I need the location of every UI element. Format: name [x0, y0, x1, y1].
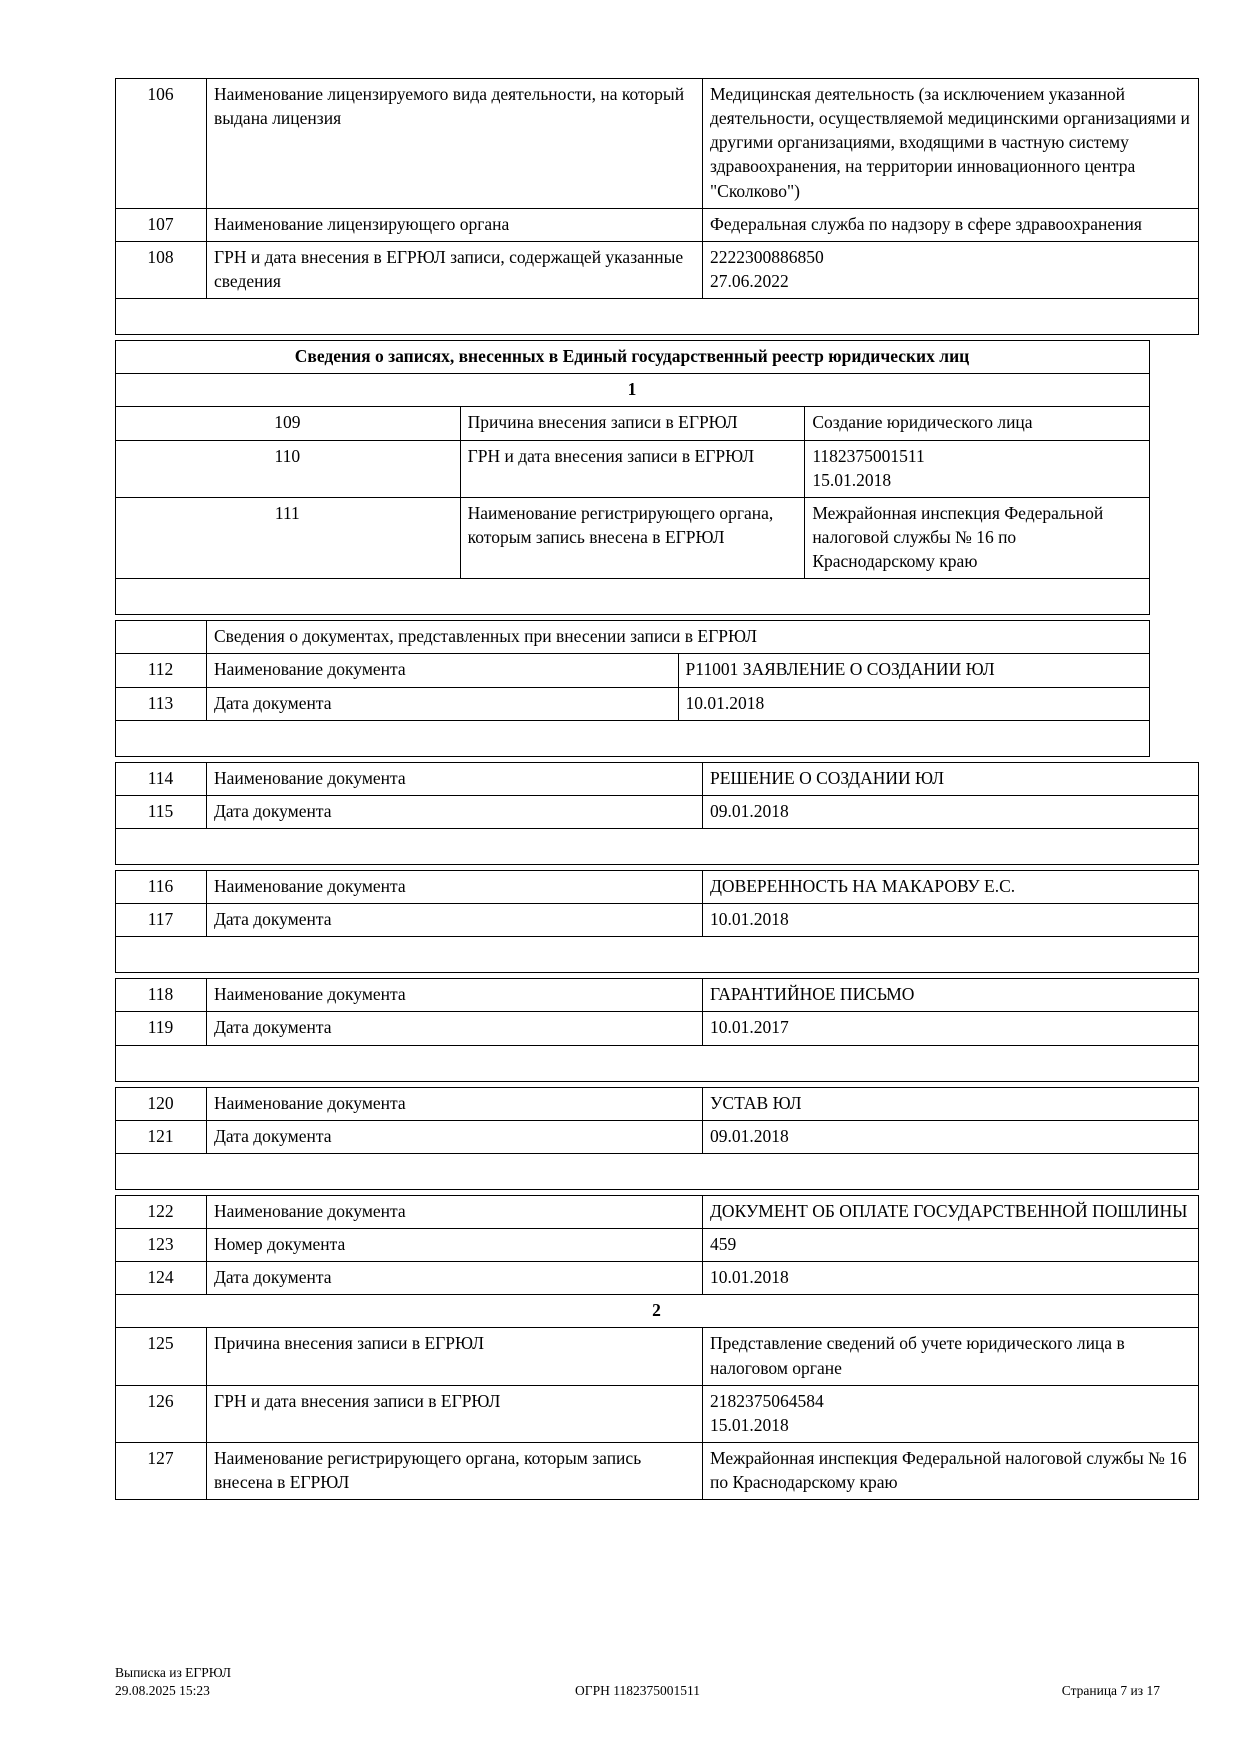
row-number-cell: 115 — [116, 795, 207, 828]
row-value-cell: Представление сведений об учете юридического лица в налоговом органе — [703, 1328, 1199, 1385]
row-value-cell: 10.01.2017 — [703, 1012, 1199, 1045]
row-label-cell: Наименование лицензирующего органа — [207, 208, 703, 241]
row-value-cell: ДОКУМЕНТ ОБ ОПЛАТЕ ГОСУДАРСТВЕННОЙ ПОШЛИНЫ — [703, 1195, 1199, 1228]
row-number-cell: 114 — [116, 762, 207, 795]
row-number-cell: 112 — [116, 654, 207, 687]
table-row — [116, 440, 1150, 497]
row-value-cell: 459 — [703, 1228, 1199, 1261]
footer-doc-type: Выписка из ЕГРЮЛ — [115, 1665, 232, 1680]
row-label-cell: ГРН и дата внесения в ЕГРЮЛ записи, содержащей указанные сведения — [207, 241, 703, 298]
row-label-cell: Причина внесения записи в ЕГРЮЛ — [207, 1328, 703, 1385]
row-label-cell: Наименование документа — [207, 1195, 703, 1228]
row-number-cell: 110 — [116, 440, 461, 497]
documents-table — [115, 620, 1150, 756]
record-2-table — [115, 1195, 1199, 1500]
table-row — [116, 1385, 1199, 1442]
documents-subheader-row — [116, 621, 1150, 654]
row-number-cell: 126 — [116, 1385, 207, 1442]
row-label-cell: Наименование лицензируемого вида деятельности, на который выдана лицензия — [207, 79, 703, 209]
footer — [115, 1664, 1160, 1700]
record-number: 1 — [116, 374, 1150, 407]
section-header: Сведения о записях, внесенных в Единый государственный реестр юридических лиц — [116, 341, 1150, 374]
row-value-cell: 10.01.2018 — [678, 687, 1150, 720]
row-label-cell: Дата документа — [207, 1120, 703, 1153]
grn-value: 2182375064584 — [710, 1390, 824, 1411]
table-row — [116, 1087, 1199, 1120]
row-number-cell: 111 — [116, 497, 461, 578]
row-number-cell: 108 — [116, 241, 207, 298]
grn-value: 1182375001511 — [812, 445, 925, 466]
row-value-cell — [805, 440, 1150, 497]
row-label-cell: Наименование документа — [207, 870, 703, 903]
row-number-cell: 109 — [116, 407, 461, 440]
row-label-cell: Дата документа — [207, 1012, 703, 1045]
row-number-cell: 127 — [116, 1442, 207, 1499]
row-number-cell: 125 — [116, 1328, 207, 1385]
row-value-cell: РЕШЕНИЕ О СОЗДАНИИ ЮЛ — [703, 762, 1199, 795]
table-row — [116, 1442, 1199, 1499]
row-value-cell: ДОВЕРЕННОСТЬ НА МАКАРОВУ Е.С. — [703, 870, 1199, 903]
table-row — [116, 1228, 1199, 1261]
spacer-row — [116, 579, 1150, 615]
table-row — [116, 497, 1150, 578]
row-value-cell: Федеральная служба по надзору в сфере здравоохранения — [703, 208, 1199, 241]
record-number: 2 — [116, 1295, 1199, 1328]
table-row — [116, 1120, 1199, 1153]
spacer-row — [116, 299, 1199, 335]
documents-table — [115, 1087, 1199, 1190]
row-number-cell: 121 — [116, 1120, 207, 1153]
row-label-cell: Наименование документа — [207, 654, 679, 687]
row-number-cell: 119 — [116, 1012, 207, 1045]
table-row — [116, 1012, 1199, 1045]
table-row — [116, 79, 1199, 209]
table-row — [116, 241, 1199, 298]
spacer-cell — [116, 828, 1199, 864]
date-value: 15.01.2018 — [812, 469, 892, 490]
row-label-cell: Дата документа — [207, 1262, 703, 1295]
spacer-cell — [116, 1045, 1199, 1081]
table-row — [116, 1195, 1199, 1228]
row-label-cell: Наименование документа — [207, 1087, 703, 1120]
footer-ogrn: ОГРН 1182375001511 — [575, 1683, 700, 1699]
spacer-cell — [116, 299, 1199, 335]
row-value-cell — [703, 1385, 1199, 1442]
row-label-cell: Наименование регистрирующего органа, которым запись внесена в ЕГРЮЛ — [207, 1442, 703, 1499]
row-value-cell: Межрайонная инспекция Федеральной налоговой службы № 16 по Краснодарскому краю — [703, 1442, 1199, 1499]
spacer-row — [116, 828, 1199, 864]
grn-value: 2222300886850 — [710, 246, 824, 267]
spacer-row — [116, 1153, 1199, 1189]
row-number-cell: 116 — [116, 870, 207, 903]
row-number-cell: 113 — [116, 687, 207, 720]
row-value-cell: Создание юридического лица — [805, 407, 1150, 440]
table-row — [116, 979, 1199, 1012]
row-value-cell: 09.01.2018 — [703, 1120, 1199, 1153]
row-value-cell: Медицинская деятельность (за исключением указанной деятельности, осуществляемой медицинскими организациями и другими организациями, входящими в частную систему здравоохранения, на территории инновационного центра "Сколково") — [703, 79, 1199, 209]
date-value: 15.01.2018 — [710, 1414, 789, 1435]
row-value-cell: 10.01.2018 — [703, 904, 1199, 937]
spacer-cell — [116, 579, 1150, 615]
footer-page-number: Страница 7 из 17 — [1061, 1683, 1160, 1699]
row-value-cell — [703, 241, 1199, 298]
row-label-cell: ГРН и дата внесения записи в ЕГРЮЛ — [460, 440, 805, 497]
empty-number-cell — [116, 621, 207, 654]
table-row — [116, 795, 1199, 828]
spacer-row — [116, 1045, 1199, 1081]
row-number-cell: 120 — [116, 1087, 207, 1120]
row-label-cell: Дата документа — [207, 795, 703, 828]
documents-subheader: Сведения о документах, представленных при внесении записи в ЕГРЮЛ — [207, 621, 1150, 654]
footer-left — [115, 1664, 463, 1700]
record-number-row — [116, 1295, 1199, 1328]
row-label-cell: Наименование документа — [207, 762, 703, 795]
row-value-cell: 09.01.2018 — [703, 795, 1199, 828]
spacer-cell — [116, 1153, 1199, 1189]
table-row — [116, 870, 1199, 903]
table-row — [116, 407, 1150, 440]
spacer-cell — [116, 720, 1150, 756]
row-label-cell: Наименование регистрирующего органа, которым запись внесена в ЕГРЮЛ — [460, 497, 805, 578]
row-label-cell: Наименование документа — [207, 979, 703, 1012]
row-number-cell: 117 — [116, 904, 207, 937]
row-value-cell: ГАРАНТИЙНОЕ ПИСЬМО — [703, 979, 1199, 1012]
record-number-row — [116, 374, 1150, 407]
table-row — [116, 208, 1199, 241]
row-label-cell: Дата документа — [207, 904, 703, 937]
row-number-cell: 123 — [116, 1228, 207, 1261]
table-row — [116, 654, 1150, 687]
spacer-row — [116, 937, 1199, 973]
row-value-cell: Р11001 ЗАЯВЛЕНИЕ О СОЗДАНИИ ЮЛ — [678, 654, 1150, 687]
footer-datetime: 29.08.2025 15:23 — [115, 1683, 210, 1699]
row-label-cell: Дата документа — [207, 687, 679, 720]
date-value: 27.06.2022 — [710, 270, 789, 291]
row-number-cell: 122 — [116, 1195, 207, 1228]
row-label-cell: Причина внесения записи в ЕГРЮЛ — [460, 407, 805, 440]
documents-table — [115, 762, 1199, 865]
row-value-cell: 10.01.2018 — [703, 1262, 1199, 1295]
spacer-cell — [116, 937, 1199, 973]
row-number-cell: 106 — [116, 79, 207, 209]
section-header-row — [116, 341, 1150, 374]
records-section-table — [115, 340, 1150, 615]
table-row — [116, 904, 1199, 937]
license-info-table — [115, 78, 1199, 335]
row-label-cell: ГРН и дата внесения записи в ЕГРЮЛ — [207, 1385, 703, 1442]
row-value-cell: Межрайонная инспекция Федеральной налоговой службы № 16 по Краснодарскому краю — [805, 497, 1150, 578]
row-number-cell: 124 — [116, 1262, 207, 1295]
table-row — [116, 1328, 1199, 1385]
table-row — [116, 687, 1150, 720]
table-row — [116, 1262, 1199, 1295]
table-row — [116, 762, 1199, 795]
spacer-row — [116, 720, 1150, 756]
documents-table — [115, 870, 1199, 973]
row-number-cell: 118 — [116, 979, 207, 1012]
row-number-cell: 107 — [116, 208, 207, 241]
row-value-cell: УСТАВ ЮЛ — [703, 1087, 1199, 1120]
documents-table — [115, 978, 1199, 1081]
row-label-cell: Номер документа — [207, 1228, 703, 1261]
